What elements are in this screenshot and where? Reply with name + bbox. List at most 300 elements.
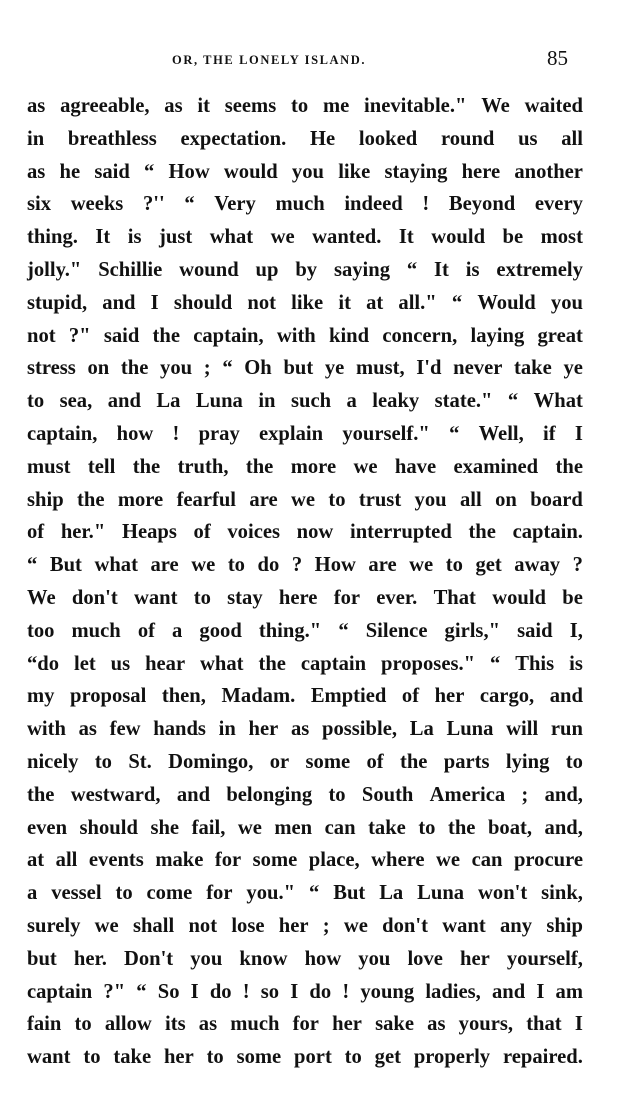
text-line [27, 418, 583, 451]
word: is [127, 226, 142, 249]
word: port [294, 1046, 332, 1069]
word: said [517, 619, 553, 642]
word: saying [333, 258, 391, 281]
word: How [314, 554, 356, 577]
word: truth, [177, 455, 229, 478]
word: her. [73, 947, 107, 970]
word: to [418, 816, 436, 839]
word: her [248, 718, 279, 741]
word: as [27, 95, 46, 117]
word: the [152, 324, 180, 347]
word: at [366, 291, 384, 314]
word: ever. [376, 586, 418, 609]
word: as [164, 95, 183, 117]
word: you [190, 947, 223, 970]
word: Emptied [310, 685, 387, 708]
word: then, [161, 685, 206, 708]
word: of [137, 619, 155, 642]
word: shall [132, 914, 175, 937]
word: few [109, 718, 141, 741]
word: as [291, 718, 310, 741]
word: take [113, 1046, 152, 1069]
word: wanted. [312, 226, 382, 249]
word: so [260, 980, 280, 1003]
word: fail, [191, 816, 226, 839]
word: captain. [512, 521, 583, 544]
word: every [534, 193, 583, 216]
word: she [150, 816, 180, 839]
word: Very [214, 193, 256, 216]
word: ship [27, 488, 64, 511]
word: that [526, 1013, 562, 1036]
word: So [157, 980, 180, 1003]
word: but [283, 357, 314, 380]
word: waited [524, 95, 583, 117]
word: procure [513, 849, 583, 872]
word: to [206, 1046, 224, 1069]
word: explain [258, 422, 324, 445]
word: be [502, 226, 524, 249]
word: “ [136, 980, 147, 1003]
word: “ [449, 422, 460, 445]
word: or [269, 750, 290, 773]
word: I'd [416, 357, 442, 380]
text-line [27, 123, 583, 156]
word: come [146, 882, 193, 905]
word: ? [291, 554, 303, 577]
word: to [94, 750, 112, 773]
word: La [409, 718, 434, 741]
word: you [291, 160, 324, 183]
word: “ [338, 619, 349, 642]
text-line [27, 582, 583, 615]
text-line [27, 156, 583, 189]
word: stay [227, 586, 263, 609]
word: take [514, 357, 552, 380]
word: the [77, 488, 105, 511]
word: seems [224, 95, 277, 117]
word: but [27, 947, 57, 970]
word: to [193, 586, 211, 609]
word: breathless [67, 127, 157, 150]
word: girls," [444, 619, 501, 642]
word: and [102, 291, 136, 314]
word: thing." [258, 619, 322, 642]
word: a [172, 619, 183, 642]
word: “ [144, 160, 155, 183]
word: ; [521, 783, 529, 806]
word: make [155, 849, 204, 872]
word: parts [443, 750, 490, 773]
word: away [514, 554, 561, 577]
word: to [291, 95, 309, 117]
word: should [79, 816, 138, 839]
word: we [343, 914, 368, 937]
word: But [49, 554, 82, 577]
word: ye [324, 357, 345, 380]
word: state." [434, 390, 493, 413]
word: we [191, 554, 216, 577]
word: looked [358, 127, 418, 150]
word: said [103, 324, 140, 347]
word: “ [490, 652, 501, 675]
word: her." [60, 521, 106, 544]
word: more [290, 455, 337, 478]
text-line [27, 943, 583, 976]
word: now [296, 521, 334, 544]
word: laying [470, 324, 525, 347]
word: its [164, 1013, 186, 1036]
word: us [110, 652, 131, 675]
word: as [78, 718, 97, 741]
word: what [209, 226, 254, 249]
word: and [176, 783, 211, 806]
word: agreeable, [60, 95, 150, 117]
word: in [218, 718, 236, 741]
word: much [275, 193, 325, 216]
word: all [55, 849, 78, 872]
word: I [190, 980, 199, 1003]
text-line [27, 484, 583, 517]
word: are [150, 554, 179, 577]
word: ?" [68, 324, 91, 347]
word: lose [231, 914, 265, 937]
word: in [258, 390, 276, 413]
word: with [276, 324, 316, 347]
word: you [550, 291, 583, 314]
word: “ [222, 357, 233, 380]
text-line [27, 910, 583, 943]
word: ye [563, 357, 583, 380]
text-line [27, 188, 583, 221]
word: ! [422, 193, 430, 216]
word: We [27, 586, 56, 609]
word: where [371, 849, 425, 872]
word: do [209, 980, 232, 1003]
word: wound [179, 258, 239, 281]
word: “ [27, 554, 38, 577]
word: sake [375, 1013, 414, 1036]
word: captain [27, 980, 93, 1003]
word: how [116, 422, 154, 445]
word: yourself." [342, 422, 430, 445]
word: westward, [70, 783, 161, 806]
word: events [88, 849, 144, 872]
word: Luna [195, 390, 243, 413]
word: I [574, 422, 583, 445]
word: to [83, 1046, 101, 1069]
word: the [448, 816, 476, 839]
word: not [247, 291, 276, 314]
word: hear [145, 652, 186, 675]
word: too [27, 619, 55, 642]
word: Luna [417, 882, 465, 905]
word: for [206, 882, 233, 905]
text-line [27, 1041, 583, 1074]
word: here [461, 160, 501, 183]
word: round [440, 127, 495, 150]
word: I [290, 980, 299, 1003]
word: examined [453, 455, 539, 478]
word: stress [27, 357, 76, 380]
word: much [71, 619, 121, 642]
word: yours, [458, 1013, 514, 1036]
word: thing. [27, 226, 78, 249]
word: not [27, 324, 56, 347]
word: inevitable." [364, 95, 467, 117]
text-line [27, 352, 583, 385]
word: he [59, 160, 81, 183]
word: ; [322, 914, 330, 937]
running-title: OR, THE LONELY ISLAND. [172, 53, 367, 67]
word: voices [227, 521, 280, 544]
word: like [291, 291, 324, 314]
word: as [27, 160, 46, 183]
word: Beyond [448, 193, 516, 216]
word: What [533, 390, 583, 413]
word: up [255, 258, 279, 281]
word: place, [308, 849, 360, 872]
word: all [459, 488, 482, 511]
word: her [460, 947, 490, 970]
word: allow [104, 1013, 152, 1036]
word: vessel [51, 882, 102, 905]
word: of [401, 685, 420, 708]
word: for [214, 849, 242, 872]
word: have [394, 455, 437, 478]
word: the [555, 455, 583, 478]
word: want [133, 586, 178, 609]
text-line [27, 1008, 583, 1041]
word: This [515, 652, 555, 675]
word: to [74, 1013, 92, 1036]
word: ! [342, 980, 350, 1003]
word: be [562, 586, 583, 609]
word: we [436, 849, 461, 872]
word: great [537, 324, 583, 347]
word: Well, [478, 422, 524, 445]
word: ? [572, 554, 583, 577]
word: would [223, 160, 278, 183]
word: must, [355, 357, 405, 380]
word: not [188, 914, 218, 937]
word: trust [358, 488, 402, 511]
word: stupid, [27, 291, 88, 314]
word: indeed [344, 193, 403, 216]
word: all." [398, 291, 437, 314]
word: ?" [103, 980, 126, 1003]
word: know [239, 947, 288, 970]
word: of [193, 521, 211, 544]
text-line [27, 549, 583, 582]
text-line [27, 812, 583, 845]
word: surely [27, 914, 81, 937]
word: fain [27, 1013, 62, 1036]
word: what [94, 554, 138, 577]
word: jolly." [27, 258, 82, 281]
word: can [324, 816, 356, 839]
word: fearful [176, 488, 237, 511]
word: sea, [59, 390, 93, 413]
word: we [237, 816, 262, 839]
word: are [368, 554, 397, 577]
word: don't [71, 586, 118, 609]
word: of [366, 750, 384, 773]
word: do [257, 554, 280, 577]
word: nicely [27, 750, 79, 773]
word: concern, [382, 324, 458, 347]
word: get [475, 554, 502, 577]
word: boat, [487, 816, 533, 839]
word: how [304, 947, 342, 970]
text-line [27, 385, 583, 418]
word: lying [505, 750, 550, 773]
word: let [74, 652, 96, 675]
word: love [407, 947, 443, 970]
word: much [230, 1013, 280, 1036]
word: we [94, 914, 119, 937]
word: “ [451, 291, 463, 314]
word: the [258, 652, 286, 675]
word: for [333, 586, 361, 609]
word: to [565, 750, 583, 773]
word: But [333, 882, 366, 905]
word: some [305, 750, 351, 773]
word: me [322, 95, 350, 117]
word: here [278, 586, 318, 609]
word: He [309, 127, 336, 150]
word: want [27, 1046, 71, 1069]
word: La [379, 882, 404, 905]
word: to [344, 1046, 362, 1069]
word: is [465, 258, 480, 281]
word: any [499, 914, 533, 937]
word: America [429, 783, 506, 806]
word: captain [300, 652, 367, 675]
word: the [27, 783, 55, 806]
text-line [27, 90, 583, 123]
running-header [22, 44, 592, 74]
text-line [27, 451, 583, 484]
word: and [107, 390, 141, 413]
word: properly [413, 1046, 491, 1069]
word: just [159, 226, 193, 249]
word: Silence [365, 619, 428, 642]
word: I [536, 980, 545, 1003]
word: some [236, 1046, 282, 1069]
word: extremely [496, 258, 583, 281]
word: her [434, 685, 465, 708]
word: six [27, 193, 52, 216]
text-line [27, 320, 583, 353]
word: That [433, 586, 476, 609]
word: on [87, 357, 110, 380]
word: to [445, 554, 463, 577]
word: my [27, 685, 55, 708]
word: the [132, 455, 161, 478]
word: cargo, [479, 685, 535, 708]
word: Oh [244, 357, 272, 380]
word: good [199, 619, 242, 642]
word: It [95, 226, 111, 249]
word: in [27, 127, 45, 150]
text-line [27, 615, 583, 648]
word: even [27, 816, 68, 839]
word: tell [87, 455, 116, 478]
word: run [550, 718, 583, 741]
word: the [468, 521, 496, 544]
word: sink, [541, 882, 583, 905]
word: I [574, 1013, 583, 1036]
word: ship [546, 914, 583, 937]
word: can [471, 849, 503, 872]
word: on [495, 488, 517, 511]
word: possible, [322, 718, 397, 741]
word: want [442, 914, 486, 937]
word: to [27, 390, 45, 413]
word: ?'' [142, 193, 165, 216]
word: South [361, 783, 414, 806]
word: take [368, 816, 406, 839]
word: we [353, 455, 378, 478]
word: How [168, 160, 210, 183]
word: won't [478, 882, 528, 905]
word: by [295, 258, 318, 281]
text-line [27, 287, 583, 320]
word: Luna [446, 718, 494, 741]
word: ladies, [425, 980, 481, 1003]
word: the [245, 455, 274, 478]
word: to [328, 783, 346, 806]
word: “ [406, 258, 418, 281]
word: weeks [70, 193, 124, 216]
word: captain, [27, 422, 98, 445]
word: will [506, 718, 539, 741]
text-line [27, 976, 583, 1009]
word: and [549, 685, 583, 708]
word: ! [172, 422, 180, 445]
word: board [530, 488, 583, 511]
word: We [481, 95, 510, 117]
word: ; [203, 357, 211, 380]
word: St. [128, 750, 152, 773]
word: we [290, 488, 315, 511]
word: what [200, 652, 244, 675]
word: repaired. [502, 1046, 583, 1069]
text-line [27, 516, 583, 549]
word: I [150, 291, 159, 314]
word: never [453, 357, 503, 380]
word: should [173, 291, 233, 314]
word: the [120, 357, 149, 380]
word: am [555, 980, 583, 1003]
word: captain, [193, 324, 264, 347]
text-line [27, 844, 583, 877]
word: “ [184, 193, 195, 216]
word: said [94, 160, 130, 183]
word: “do [27, 652, 60, 675]
word: don't [382, 914, 428, 937]
word: you [414, 488, 447, 511]
word: “ [507, 390, 519, 413]
word: you." [246, 882, 296, 905]
word: men [274, 816, 313, 839]
word: I, [569, 619, 583, 642]
word: if [543, 422, 556, 445]
text-line [27, 746, 583, 779]
word: hands [153, 718, 206, 741]
word: another [514, 160, 583, 183]
